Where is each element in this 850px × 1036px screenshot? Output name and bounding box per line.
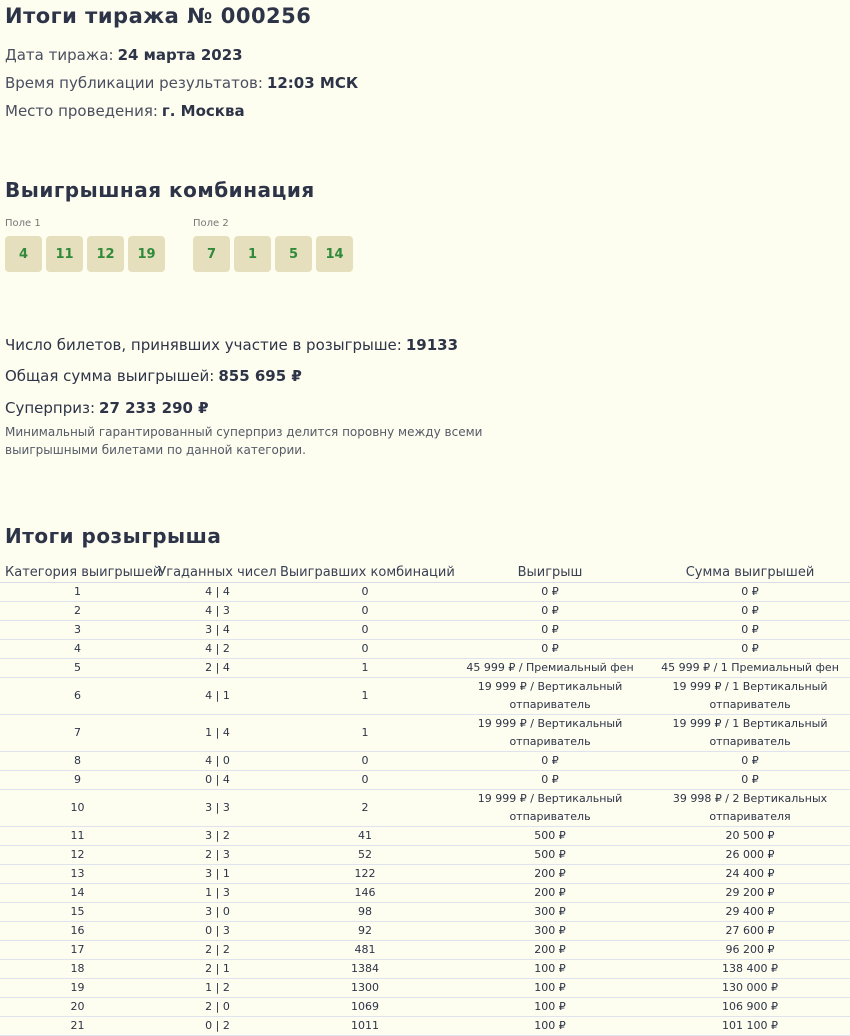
guessed-cell: 4 | 0 [155, 752, 280, 771]
category-cell: 18 [0, 960, 155, 979]
sum-cell: 0 ₽ [650, 752, 850, 771]
publish-time-label: Время публикации результатов: [5, 74, 263, 92]
guessed-cell: 1 | 4 [155, 715, 280, 752]
prize-cell: 100 ₽ [450, 960, 650, 979]
guessed-cell: 4 | 3 [155, 602, 280, 621]
publish-time [5, 74, 358, 92]
table-row [0, 790, 850, 827]
sum-cell: 26 000 ₽ [650, 846, 850, 865]
guessed-cell: 2 | 3 [155, 846, 280, 865]
winners-cell: 41 [280, 827, 450, 846]
guessed-cell: 2 | 1 [155, 960, 280, 979]
sum-cell: 101 100 ₽ [650, 1017, 850, 1036]
guessed-cell: 4 | 4 [155, 583, 280, 602]
sum-cell: 19 999 ₽ / 1 Вертикальный отпариватель [650, 715, 850, 752]
combination-title: Выигрышная комбинация [5, 178, 315, 202]
superprize-note: Минимальный гарантированный суперприз делится поровну между всеми выигрышными билетами по данной категории. [5, 425, 483, 457]
winners-cell: 0 [280, 640, 450, 659]
category-cell: 3 [0, 621, 155, 640]
category-cell: 19 [0, 979, 155, 998]
field1-ball: 19 [128, 236, 165, 272]
prize-cell: 45 999 ₽ / Премиальный фен [450, 659, 650, 678]
prize-cell: 0 ₽ [450, 771, 650, 790]
field1-ball: 11 [46, 236, 83, 272]
field1-ball: 12 [87, 236, 124, 272]
prize-cell: 300 ₽ [450, 922, 650, 941]
table-row [0, 827, 850, 846]
sum-cell: 0 ₽ [650, 583, 850, 602]
category-cell: 12 [0, 846, 155, 865]
guessed-cell: 4 | 2 [155, 640, 280, 659]
winners-cell: 0 [280, 771, 450, 790]
table-row [0, 922, 850, 941]
sum-cell: 39 998 ₽ / 2 Вертикальных отпаривателя [650, 790, 850, 827]
table-row [0, 960, 850, 979]
guessed-cell: 1 | 2 [155, 979, 280, 998]
category-cell: 1 [0, 583, 155, 602]
prize-cell: 19 999 ₽ / Вертикальный отпариватель [450, 790, 650, 827]
sum-cell: 29 200 ₽ [650, 884, 850, 903]
category-cell: 4 [0, 640, 155, 659]
winners-cell: 122 [280, 865, 450, 884]
table-row [0, 979, 850, 998]
winners-cell: 1 [280, 678, 450, 715]
sum-cell: 27 600 ₽ [650, 922, 850, 941]
category-cell: 6 [0, 678, 155, 715]
superprize [5, 399, 209, 417]
winners-cell: 1384 [280, 960, 450, 979]
sum-cell: 20 500 ₽ [650, 827, 850, 846]
prize-cell: 0 ₽ [450, 602, 650, 621]
category-cell: 2 [0, 602, 155, 621]
table-row [0, 602, 850, 621]
guessed-cell: 0 | 4 [155, 771, 280, 790]
sum-cell: 0 ₽ [650, 640, 850, 659]
sum-cell: 24 400 ₽ [650, 865, 850, 884]
field1-ball: 4 [5, 236, 42, 272]
prize-cell: 19 999 ₽ / Вертикальный отпариватель [450, 715, 650, 752]
field2-ball: 5 [275, 236, 312, 272]
guessed-cell: 3 | 3 [155, 790, 280, 827]
winners-cell: 1069 [280, 998, 450, 1017]
tickets-count-value: 19133 [405, 336, 459, 354]
prize-cell: 100 ₽ [450, 998, 650, 1017]
results-table [0, 562, 850, 1036]
prize-cell: 200 ₽ [450, 884, 650, 903]
draw-date-label: Дата тиража: [5, 46, 114, 64]
prize-cell: 500 ₽ [450, 827, 650, 846]
total-winnings-value: 855 695 ₽ [218, 367, 302, 385]
prize-cell: 200 ₽ [450, 941, 650, 960]
guessed-cell: 0 | 2 [155, 1017, 280, 1036]
guessed-cell: 2 | 0 [155, 998, 280, 1017]
category-cell: 8 [0, 752, 155, 771]
prize-cell: 19 999 ₽ / Вертикальный отпариватель [450, 678, 650, 715]
category-cell: 13 [0, 865, 155, 884]
sum-cell: 45 999 ₽ / 1 Премиальный фен [650, 659, 850, 678]
guessed-cell: 2 | 2 [155, 941, 280, 960]
table-row [0, 903, 850, 922]
table-row [0, 621, 850, 640]
guessed-cell: 3 | 2 [155, 827, 280, 846]
table-row [0, 583, 850, 602]
category-cell: 15 [0, 903, 155, 922]
guessed-cell: 3 | 4 [155, 621, 280, 640]
sum-cell: 0 ₽ [650, 771, 850, 790]
winners-cell: 52 [280, 846, 450, 865]
table-row [0, 884, 850, 903]
guessed-cell: 2 | 4 [155, 659, 280, 678]
category-cell: 16 [0, 922, 155, 941]
prize-cell: 300 ₽ [450, 903, 650, 922]
results-body [0, 583, 850, 1036]
draw-place-value: г. Москва [161, 102, 245, 120]
winners-cell: 2 [280, 790, 450, 827]
sum-cell: 0 ₽ [650, 602, 850, 621]
field1-label: Поле 1 [5, 218, 41, 229]
total-winnings-label: Общая сумма выигрышей: [5, 367, 215, 385]
prize-cell: 100 ₽ [450, 1017, 650, 1036]
winners-cell: 481 [280, 941, 450, 960]
category-cell: 17 [0, 941, 155, 960]
field2-label: Поле 2 [193, 218, 229, 229]
draw-place [5, 102, 245, 120]
column-header: Сумма выигрышей [650, 562, 850, 583]
table-row [0, 846, 850, 865]
column-header: Выигравших комбинаций [280, 562, 450, 583]
table-row [0, 715, 850, 752]
sum-cell: 130 000 ₽ [650, 979, 850, 998]
guessed-cell: 0 | 3 [155, 922, 280, 941]
guessed-cell: 3 | 1 [155, 865, 280, 884]
winners-cell: 0 [280, 602, 450, 621]
category-cell: 20 [0, 998, 155, 1017]
draw-place-label: Место проведения: [5, 102, 158, 120]
prize-cell: 0 ₽ [450, 640, 650, 659]
category-cell: 11 [0, 827, 155, 846]
tickets-count [5, 336, 458, 354]
category-cell: 7 [0, 715, 155, 752]
results-header-row [0, 562, 850, 583]
sum-cell: 29 400 ₽ [650, 903, 850, 922]
results-title: Итоги розыгрыша [5, 524, 222, 548]
winners-cell: 146 [280, 884, 450, 903]
winners-cell: 1 [280, 659, 450, 678]
table-row [0, 998, 850, 1017]
table-row [0, 640, 850, 659]
page-title: Итоги тиража № 000256 [5, 4, 312, 28]
table-row [0, 771, 850, 790]
tickets-count-label: Число билетов, принявших участие в розыгрыше: [5, 336, 402, 354]
publish-time-value: 12:03 МСК [266, 74, 359, 92]
prize-cell: 200 ₽ [450, 865, 650, 884]
sum-cell: 19 999 ₽ / 1 Вертикальный отпариватель [650, 678, 850, 715]
winners-cell: 1 [280, 715, 450, 752]
table-row [0, 659, 850, 678]
category-cell: 10 [0, 790, 155, 827]
field2-ball: 14 [316, 236, 353, 272]
guessed-cell: 1 | 3 [155, 884, 280, 903]
total-winnings [5, 367, 302, 385]
column-header: Категория выигрышей [0, 562, 155, 583]
superprize-value: 27 233 290 ₽ [99, 399, 209, 417]
table-row [0, 752, 850, 771]
table-row [0, 1017, 850, 1036]
table-row [0, 865, 850, 884]
category-cell: 5 [0, 659, 155, 678]
prize-cell: 500 ₽ [450, 846, 650, 865]
winners-cell: 1300 [280, 979, 450, 998]
winners-cell: 0 [280, 583, 450, 602]
prize-cell: 0 ₽ [450, 583, 650, 602]
sum-cell: 138 400 ₽ [650, 960, 850, 979]
prize-cell: 0 ₽ [450, 621, 650, 640]
guessed-cell: 3 | 0 [155, 903, 280, 922]
category-cell: 21 [0, 1017, 155, 1036]
field1-balls [5, 236, 165, 272]
winners-cell: 0 [280, 752, 450, 771]
draw-date [5, 46, 243, 64]
field2-ball: 7 [193, 236, 230, 272]
prize-cell: 100 ₽ [450, 979, 650, 998]
winners-cell: 92 [280, 922, 450, 941]
sum-cell: 96 200 ₽ [650, 941, 850, 960]
field2-balls [193, 236, 353, 272]
sum-cell: 0 ₽ [650, 621, 850, 640]
category-cell: 14 [0, 884, 155, 903]
sum-cell: 106 900 ₽ [650, 998, 850, 1017]
table-row [0, 678, 850, 715]
field2-ball: 1 [234, 236, 271, 272]
prize-cell: 0 ₽ [450, 752, 650, 771]
winners-cell: 0 [280, 621, 450, 640]
superprize-label: Суперприз: [5, 399, 96, 417]
winners-cell: 1011 [280, 1017, 450, 1036]
column-header: Выигрыш [450, 562, 650, 583]
draw-date-value: 24 марта 2023 [117, 46, 243, 64]
guessed-cell: 4 | 1 [155, 678, 280, 715]
winners-cell: 98 [280, 903, 450, 922]
column-header: Угаданных чисел [155, 562, 280, 583]
table-row [0, 941, 850, 960]
category-cell: 9 [0, 771, 155, 790]
